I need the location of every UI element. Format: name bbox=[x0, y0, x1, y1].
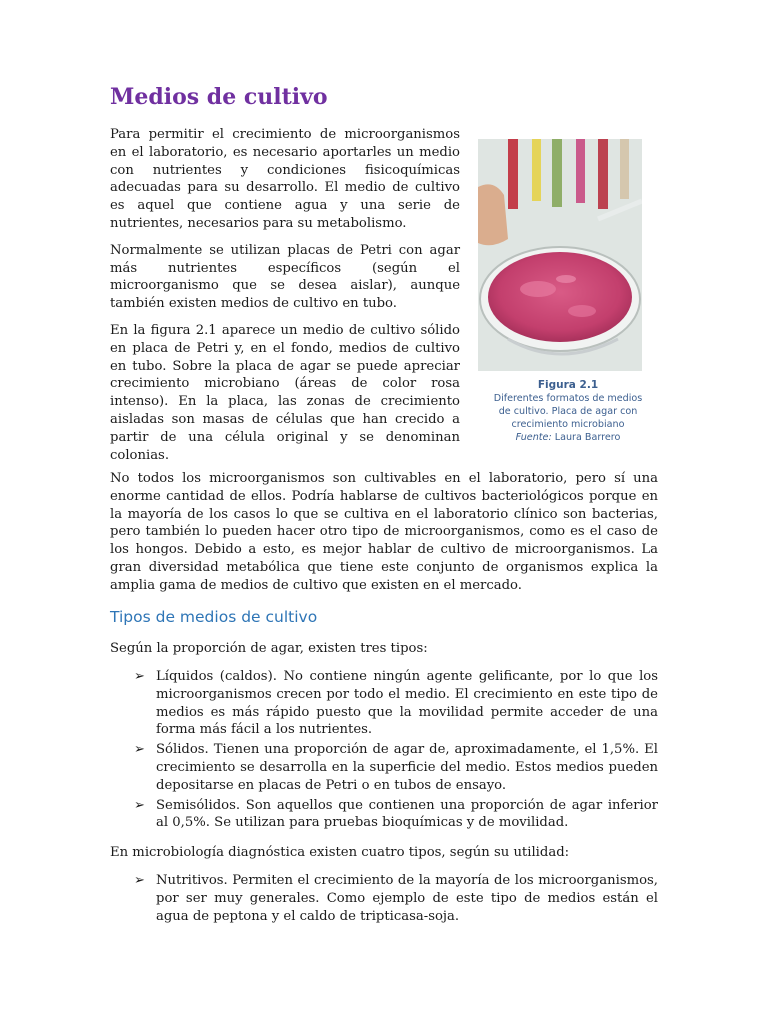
lead-agar-types: Según la proporción de agar, existen tres tipos: bbox=[110, 641, 428, 656]
caption-line-3: crecimiento microbiano bbox=[511, 419, 625, 430]
intro-paragraph-2: Normalmente se utilizan placas de Petri con agar más nutrientes específicos (según el microorganismo que se desea aislar), aunque también existen medios de cultivo en tubo. bbox=[110, 242, 460, 312]
caption-line-1: Diferentes formatos de medios bbox=[493, 393, 643, 404]
intro-text bbox=[110, 126, 460, 473]
caption-line-2: de cultivo. Placa de agar con bbox=[498, 406, 638, 417]
intro-paragraph-3: En la figura 2.1 aparece un medio de cultivo sólido en placa de Petri y, en el fondo, medios de cultivo en tubo. Sobre la placa de agar se puede apreciar crecimiento microbiano (áreas de color rosa intenso). En la placa, las zonas de crecimiento aisladas son masas de células que han crecido a partir de una célula original y se denominan colonias. bbox=[110, 322, 460, 463]
figure-source bbox=[478, 431, 658, 444]
list-item-text: Líquidos (caldos). No contiene ningún agente gelificante, por lo que los microorganismos crecen por todo el medio. El crecimiento en este tipo de medios es más rápido puesto que la movilidad permite acceder de una forma más fácil a los nutrientes. bbox=[156, 669, 658, 738]
intro-paragraph-1: Para permitir el crecimiento de microorganismos en el laboratorio, es necesario aportarles un medio con nutrientes y condiciones fisicoquímicas adecuadas para su desarrollo. El medio de cultivo es aquel que contiene agua y una serie de nutrientes, necesarios para su metabolismo. bbox=[110, 127, 460, 231]
lead-utility-types: En microbiología diagnóstica existen cuatro tipos, según su utilidad: bbox=[110, 845, 570, 860]
figure-2-1 bbox=[478, 139, 658, 444]
list-item-text: Nutritivos. Permiten el crecimiento de la mayoría de los microorganismos, por ser muy generales. Como ejemplo de este tipo de medios están el agua de peptona y el caldo de tripticasa-soja. bbox=[156, 873, 658, 924]
page-title: Medios de cultivo bbox=[110, 84, 328, 110]
source-label: Fuente: bbox=[515, 432, 552, 443]
figure-caption bbox=[478, 379, 658, 444]
figure-label: Figura 2.1 bbox=[537, 379, 599, 391]
list-item bbox=[110, 668, 658, 739]
arrowhead-bullet-icon: ➢ bbox=[134, 742, 145, 758]
paragraph-cultivables: No todos los microorganismos son cultivables en el laboratorio, pero sí una enorme cantidad de ellos. Podría hablarse de cultivos bacteriológicos porque en la mayoría de los casos lo que se cultiva en el laboratorio clínico son bacterias, pero también lo pueden hacer otro tipo de microorganismos, como es el caso de los hongos. Debido a esto, es mejor hablar de cultivo de microorganismos. La gran diversidad metabólica que tiene este conjunto de organismos explica la amplia gama de medios de cultivo que existen en el mercado. bbox=[110, 471, 658, 593]
list-item bbox=[110, 797, 658, 833]
list-item-text: Sólidos. Tienen una proporción de agar de, aproximadamente, el 1,5%. El crecimiento se desarrolla en la superficie del medio. Estos medios pueden depositarse en placas de Petri o en tubos de ensayo. bbox=[156, 742, 658, 793]
list-item bbox=[110, 741, 658, 794]
petri-dish-photo bbox=[478, 139, 642, 371]
utility-types-list bbox=[110, 872, 658, 927]
list-item-text: Semisólidos. Son aquellos que contienen una proporción de agar inferior al 0,5%. Se utilizan para pruebas bioquímicas y de movilidad. bbox=[156, 797, 658, 831]
section-heading-tipos: Tipos de medios de cultivo bbox=[110, 608, 318, 626]
source-name: Laura Barrero bbox=[554, 432, 621, 443]
list-item bbox=[110, 872, 658, 925]
arrowhead-bullet-icon: ➢ bbox=[134, 873, 145, 888]
petri-dish-image bbox=[478, 139, 642, 371]
arrowhead-bullet-icon: ➢ bbox=[134, 797, 145, 813]
arrowhead-bullet-icon: ➢ bbox=[134, 669, 145, 684]
agar-types-list bbox=[110, 668, 658, 834]
